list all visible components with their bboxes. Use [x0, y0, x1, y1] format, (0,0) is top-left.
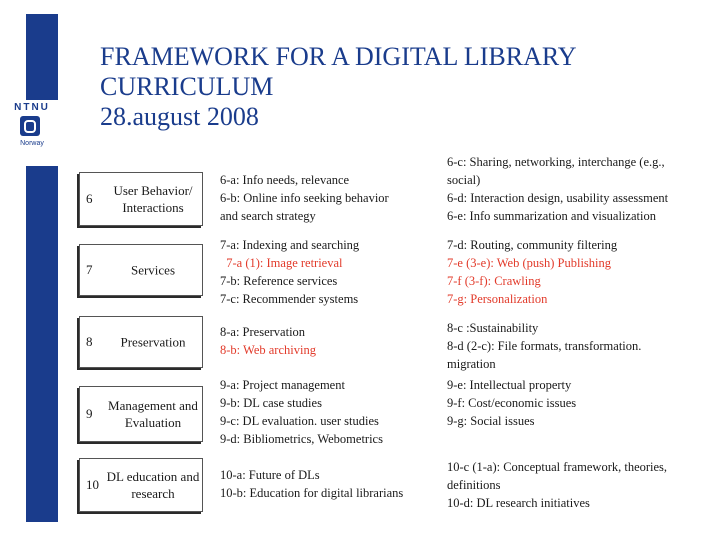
left-sidebar-bar: [26, 14, 58, 522]
topic-line: 6-b: Online info seeking behavior: [220, 191, 389, 205]
logo-wordmark: NTNU: [14, 102, 50, 113]
topic-line: 7-a: Indexing and searching: [220, 238, 360, 252]
topic-line: 9-d: Bibliometrics, Webometrics: [220, 432, 383, 446]
module-name: Management and Evaluation: [108, 398, 198, 430]
module-number: 7: [86, 262, 93, 277]
topic-line: 7-b: Reference services: [220, 274, 338, 288]
topic-line: 7-c: Recommender systems: [220, 292, 359, 306]
topic-line: 9-b: DL case studies: [220, 396, 322, 410]
topic-line: 8-c :Sustainability: [447, 321, 539, 335]
module-number: 10: [86, 477, 99, 492]
topic-line: 9-f: Cost/economic issues: [447, 396, 577, 410]
module-number: 9: [86, 406, 93, 421]
topic-line: 6-c: Sharing, networking, interchange (e.g.,: [447, 155, 665, 169]
topic-line: 9-c: DL evaluation. user studies: [220, 414, 379, 428]
module-name: Services: [130, 262, 176, 278]
topic-line: social): [447, 173, 481, 187]
topic-line: 10-c (1-a): Conceptual framework, theories,: [447, 460, 668, 474]
topic-line: 8-a: Preservation: [220, 325, 306, 339]
title-line-1: FRAMEWORK FOR A DIGITAL LIBRARY: [100, 42, 577, 71]
topic-line: migration: [447, 357, 496, 371]
topic-line: 10-b: Education for digital librarians: [220, 486, 404, 500]
module-name: User Behavior/ Interactions: [113, 183, 193, 215]
topic-line: 10-d: DL research initiatives: [447, 496, 590, 510]
topic-line: definitions: [447, 478, 501, 492]
module-number: 8: [86, 334, 93, 349]
module-box-8: [79, 316, 203, 368]
module-name: DL education and research: [106, 469, 200, 501]
topic-line-highlight: 8-b: Web archiving: [220, 343, 316, 357]
topic-line: and search strategy: [220, 209, 316, 223]
topic-line-highlight: 7-a (1): Image retrieval: [220, 256, 343, 270]
module-number: 6: [86, 191, 93, 206]
module-box-6: [79, 172, 203, 226]
logo-emblem-icon: [20, 116, 40, 136]
module-name: Preservation: [120, 334, 186, 350]
topic-line-highlight: 7-f (3-f): Crawling: [447, 274, 541, 288]
module-box-7: [79, 244, 203, 296]
module-box-10: [79, 458, 203, 512]
topic-line: 6-e: Info summarization and visualization: [447, 209, 656, 223]
topic-line-highlight: 7-g: Personalization: [447, 292, 548, 306]
topic-line: 8-d (2-c): File formats, transformation.: [447, 339, 642, 353]
topic-line: 6-d: Interaction design, usability assessment: [447, 191, 669, 205]
topic-line-highlight: 7-e (3-e): Web (push) Publishing: [447, 256, 612, 270]
topic-line: 9-a: Project management: [220, 378, 345, 392]
ntnu-logo: [0, 100, 60, 166]
topic-line: 6-a: Info needs, relevance: [220, 173, 350, 187]
slide-title: [100, 42, 577, 132]
topic-line: 9-g: Social issues: [447, 414, 535, 428]
logo-country: Norway: [20, 140, 44, 147]
title-line-2: CURRICULUM: [100, 72, 274, 101]
topic-line: 10-a: Future of DLs: [220, 468, 320, 482]
topic-line: 9-e: Intellectual property: [447, 378, 572, 392]
title-line-3: 28.august 2008: [100, 102, 259, 131]
topic-line: 7-d: Routing, community filtering: [447, 238, 618, 252]
module-box-9: [79, 386, 203, 442]
